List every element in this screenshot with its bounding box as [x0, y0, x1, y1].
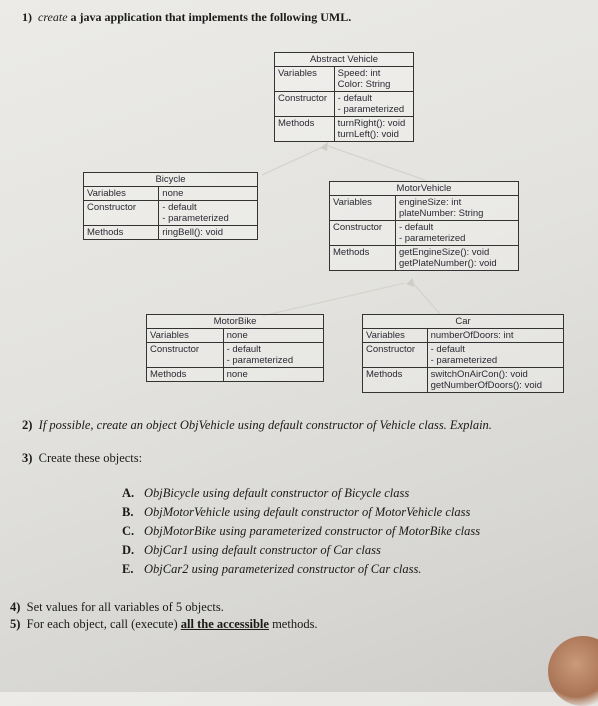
class-title: MotorBike [147, 315, 324, 329]
arrow-head-vehicle [320, 142, 328, 151]
question-3-options [122, 486, 480, 581]
methods-label: Methods [363, 368, 428, 393]
option-a: A. ObjBicycle using default constructor of Bicycle class [122, 486, 410, 500]
question-1-number: 1) [22, 10, 32, 24]
arrow-head-motorvehicle [406, 278, 414, 287]
variables-list: none [223, 329, 323, 343]
question-5 [10, 617, 318, 632]
question-2-number: 2) [22, 418, 33, 432]
methods-list: none [223, 368, 323, 382]
question-1-prefix: create [38, 10, 68, 24]
arrow-car-to-motorvehicle [412, 282, 440, 314]
question-3 [22, 451, 142, 466]
arrow-motorbike-to-motorvehicle [262, 283, 405, 316]
constructor-label: Constructor [84, 201, 159, 226]
constructor-list: - default - parameterized [395, 221, 518, 246]
methods-list: switchOnAirCon(): void getNumberOfDoors(): void [427, 368, 563, 393]
arrow-motorvehicle-to-vehicle [328, 146, 425, 180]
variables-label: Variables [363, 329, 428, 343]
constructor-label: Constructor [275, 92, 335, 117]
question-5-text-pre: For each object, call (execute) [26, 617, 181, 631]
uml-class-motor-vehicle [329, 181, 519, 271]
question-5-number: 5) [10, 617, 21, 631]
option-b: B. ObjMotorVehicle using default constructor of MotorVehicle class [122, 505, 471, 519]
methods-list: turnRight(): void turnLeft(): void [334, 117, 413, 142]
methods-list: ringBell(): void [159, 226, 258, 240]
constructor-list: - default - parameterized [223, 343, 323, 368]
class-title: Car [363, 315, 564, 329]
variables-label: Variables [84, 187, 159, 201]
variables-list: Speed: int Color: String [334, 67, 413, 92]
class-title: Bicycle [84, 173, 258, 187]
constructor-label: Constructor [147, 343, 224, 368]
question-2 [22, 418, 492, 433]
variables-label: Variables [147, 329, 224, 343]
class-title: MotorVehicle [330, 182, 519, 196]
methods-list: getEngineSize(): void getPlateNumber(): void [395, 246, 518, 271]
question-4 [10, 600, 224, 615]
constructor-list: - default - parameterized [427, 343, 563, 368]
constructor-label: Constructor [330, 221, 396, 246]
arrow-bicycle-to-vehicle [262, 146, 325, 175]
variables-list: numberOfDoors: int [427, 329, 563, 343]
option-e: E. ObjCar2 using parameterized constructor of Car class. [122, 562, 422, 576]
uml-class-car [362, 314, 564, 393]
question-1-text: a java application that implements the following UML. [67, 10, 352, 24]
class-title: Abstract Vehicle [275, 53, 414, 67]
option-c: C. ObjMotorBike using parameterized constructor of MotorBike class [122, 524, 481, 538]
variables-list: none [159, 187, 258, 201]
methods-label: Methods [330, 246, 396, 271]
question-5-text-post: methods. [268, 617, 318, 631]
question-4-number: 4) [10, 600, 21, 614]
methods-label: Methods [275, 117, 335, 142]
question-3-text: Create these objects: [38, 451, 143, 465]
option-d: D. ObjCar1 using default constructor of Car class [122, 543, 381, 557]
uml-class-abstract-vehicle [274, 52, 414, 142]
variables-label: Variables [330, 196, 396, 221]
constructor-list: - default - parameterized [334, 92, 413, 117]
question-5-emphasis: all the accessible [180, 617, 269, 631]
constructor-list: - default - parameterized [159, 201, 258, 226]
methods-label: Methods [147, 368, 224, 382]
variables-list: engineSize: int plateNumber: String [395, 196, 518, 221]
question-2-text: If possible, create an object ObjVehicle using default constructor of Vehicle class. Explain. [38, 418, 492, 432]
uml-class-motorbike [146, 314, 324, 382]
uml-class-bicycle [83, 172, 258, 240]
question-3-number: 3) [22, 451, 33, 465]
question-4-text: Set values for all variables of 5 objects. [26, 600, 224, 614]
constructor-label: Constructor [363, 343, 428, 368]
variables-label: Variables [275, 67, 335, 92]
methods-label: Methods [84, 226, 159, 240]
